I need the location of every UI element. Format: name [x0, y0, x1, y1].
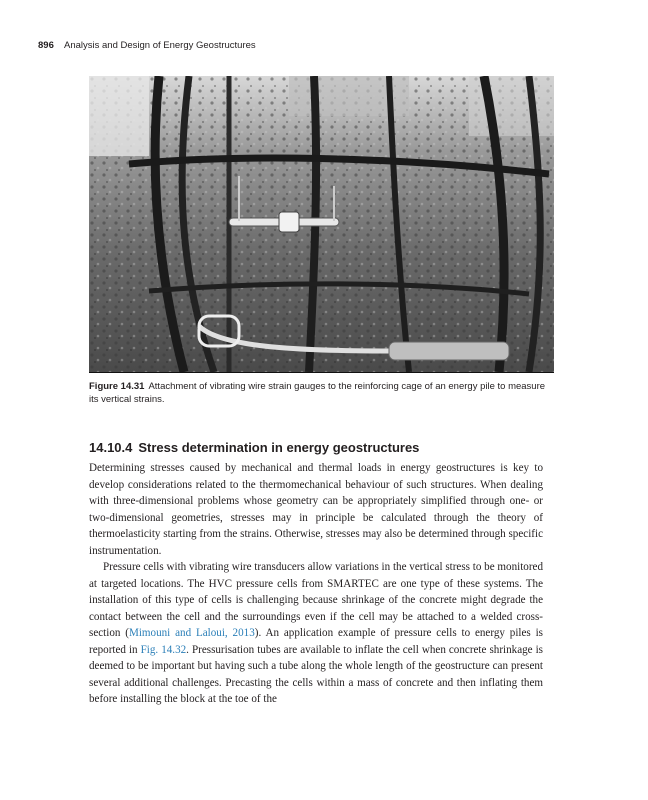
- citation-link[interactable]: Mimouni and Laloui, 2013: [128, 627, 255, 639]
- paragraph-2-part-1: Pressure cells with vibrating wire transducers allow variations in the vertical stress to be monitored at targeted locations. The HVC pressure cells from SMARTEC are one type of these systems. The installation of this type of cells is challenging because shrinkage of the concrete might degrade the contact between the cell and the surroundings even if the cell may be attached to a welded cross-section (: [89, 561, 543, 639]
- section-number: 14.10.4: [89, 440, 133, 455]
- paragraph-2-part-2: ). An application example of pressure cells to energy piles is reported in: [89, 627, 543, 656]
- section-heading: [89, 440, 419, 455]
- figure-label: Figure 14.31: [89, 381, 145, 392]
- figure-photo: [89, 76, 554, 373]
- paragraph-1: Determining stresses caused by mechanical and thermal loads in energy geostructures is key to develop considerations related to the thermomechanical behaviour of such structures. When dealing with three-dimensional problems whose geometry can be appropriately simplified through one- or two-dimensional geometries, stresses may in principle be calculated through the theory of thermoelasticity starting from the strains. Otherwise, stresses may also be determined through specific instrumentation.: [89, 462, 543, 557]
- figure-caption-text: Attachment of vibrating wire strain gauges to the reinforcing cage of an energy pile to measure its vertical strains.: [89, 381, 546, 405]
- paragraph-2-part-3: . Pressurisation tubes are available to inflate the cell when concrete shrinkage is deemed to be important but having such a tube along the whole length of the geostructure can present several additional challenges. Precasting the cells within a mass of concrete and then inflating them before installing the block at the toe of the: [89, 643, 543, 705]
- reinforcing-cage-photo: [89, 76, 554, 372]
- section-title: Stress determination in energy geostructures: [138, 440, 420, 455]
- running-title: Analysis and Design of Energy Geostructures: [63, 40, 256, 51]
- figure-caption: [89, 380, 551, 406]
- paragraph-2: [89, 559, 543, 708]
- body-text: [89, 460, 543, 708]
- running-head: [38, 40, 256, 51]
- figure-link[interactable]: Fig. 14.32: [140, 643, 187, 656]
- page-number: 896: [38, 40, 54, 51]
